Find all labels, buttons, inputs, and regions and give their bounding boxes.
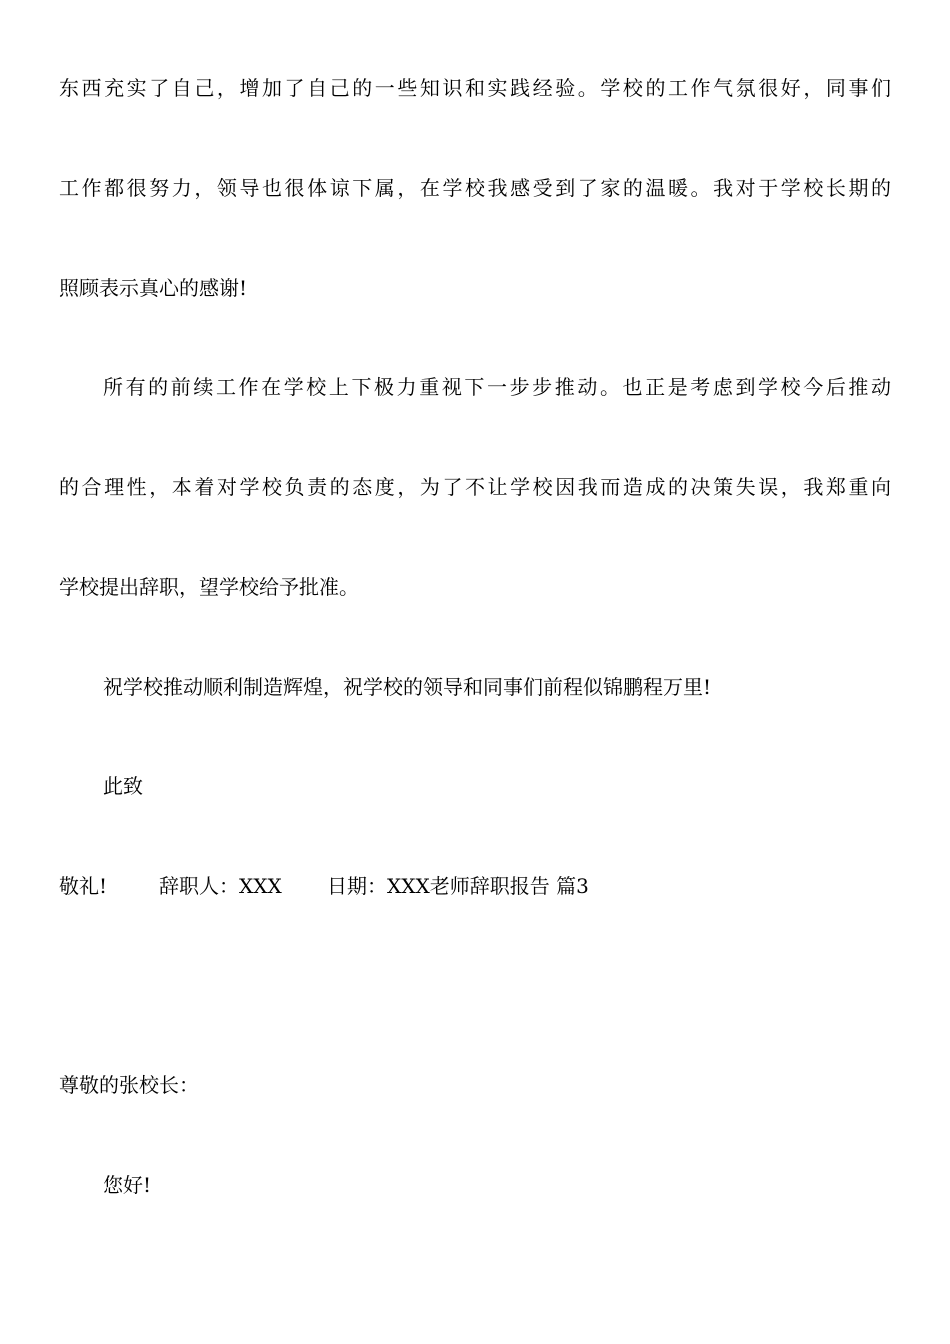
ci-zhi-line: 此致 xyxy=(103,774,143,798)
wishes-line: 祝学校推动顺利制造辉煌，祝学校的领导和同事们前程似锦鹏程万里! xyxy=(103,675,712,699)
paragraph-2-line-2: 的合理性，本着对学校负责的态度，为了不让学校因我而造成的决策失误，我郑重向 xyxy=(59,475,891,499)
salute-text: 敬礼! xyxy=(59,874,108,898)
date-and-next-title-text: 日期：XXX老师辞职报告 篇3 xyxy=(327,874,589,898)
next-letter-greeting: 尊敬的张校长： xyxy=(59,1073,199,1097)
paragraph-2-line-1: 所有的前续工作在学校上下极力重视下一步步推动。也正是考虑到学校今后推动 xyxy=(103,375,891,399)
paragraph-1-line-1: 东西充实了自己，增加了自己的一些知识和实践经验。学校的工作气氛很好，同事们 xyxy=(59,76,891,100)
paragraph-2-line-3: 学校提出辞职，望学校给予批准。 xyxy=(59,575,359,599)
paragraph-1-line-2: 工作都很努力，领导也很体谅下属，在学校我感受到了家的温暖。我对于学校长期的 xyxy=(59,176,891,200)
next-letter-hello: 您好! xyxy=(103,1173,152,1197)
closing-line xyxy=(59,872,589,900)
paragraph-1-line-3: 照顾表示真心的感谢! xyxy=(59,276,248,300)
resigner-text: 辞职人：XXX xyxy=(159,874,282,898)
